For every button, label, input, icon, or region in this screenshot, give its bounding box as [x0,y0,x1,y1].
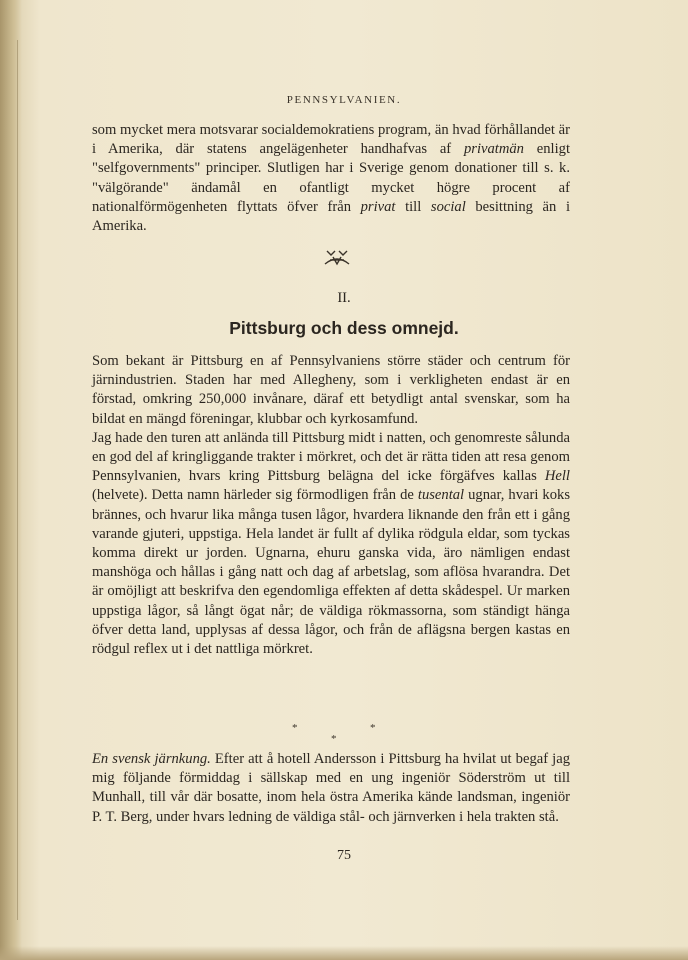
p1-italic-social: social [430,198,466,215]
paragraph-1 [92,121,570,236]
p1-italic-privatman: privatmän [463,141,524,158]
page-number: 75 [337,848,351,863]
p1-text-4: besittning än i Amerika. [92,198,570,235]
section-number: II. [337,290,351,306]
paragraph-3 [92,429,570,659]
page-bottom-shadow [0,946,688,960]
paragraph-2: Som bekant är Pittsburg en af Pennsylvaniens större städer och centrum för järnindustrien. Staden har med Allegheny, som i verkligheten endast är en förstad, omkring 250,000 invånare, däraf ett betydligt antal svenskar, som ha bildat en mängd föreningar, klubbar och kyrkosamfund. [92,353,570,427]
binding-edge [0,0,22,960]
section-title: Pittsburg och dess omnejd. [229,318,459,338]
asterism-divider [0,722,688,746]
paragraphs-section-2 [92,352,570,659]
asterism-right: * [370,722,376,734]
p1-text-1: som mycket mera motsvarar socialdemokratiens program, än hvad förhållandet är i Amerika, där statens angelägenheter handhafvas af [92,122,570,158]
asterism-left: * [292,722,298,734]
p3-text-1: Jag hade den turen att anlända till Pittsburg midt i natten, och genomreste sålunda en god del af kringliggande trakter i mörkret, och det är rätta tiden att resa genom Pennsylvanien, hvars kring Pittsburg belägna del icke förgäfves kallas [92,429,570,485]
p4-italic-heading: En svensk järnkung. [92,751,211,767]
p1-italic-privat: privat [360,198,396,215]
paragraph-4 [92,750,570,827]
p1-text-2: enligt "selfgovernments" principer. Slutligen har i Sverige genom donationer till s. k. "välgörande" ändamål en ofantligt mycket högre procent af nationalförmögenheten flyttats öfver från [92,141,570,215]
p3-text-3: ugnar, hvari koks brännes, och hvarur lika många tusen lågor, hvardera liknande den från ett i gång varande gjuteri, uppstiga. Hela landet är fullt af dylika rödgula eldar, som tyckas komma direkt ur jorden. Ugnarna, ehuru ganska vida, äro nämligen endast manshöga och hållas i gång natt och dag af arbetslag, som aflösa hvarandra. Det är omöjligt att beskrifva den egendomliga effekten af detta skådespel. Ur marken uppstiga lågor, så långt ögat når; de väldiga rökmassorna, som ständigt hänga öfver detta land, upplysas af dessa lågor, och från de aflägsna bergen kastas en rödgul reflex ut i det nattliga mörkret. [92,487,570,658]
p1-text-3: till [395,198,431,215]
asterism-bottom: * [331,733,337,745]
p3-italic-tusental: tusental [417,487,465,504]
p3-text-2: (helvete). Detta namn härleder sig förmodligen från de [92,487,418,504]
running-head: PENNSYLVANIEN. [286,94,402,106]
binding-line [17,40,18,920]
ornament-icon [322,248,352,268]
p3-italic-hell: Hell [544,468,570,485]
p4-text-1: Efter att å hotell Andersson i Pittsburg ha hvilat ut begaf jag mig följande förmiddag i sällskap med en ung ingeniör Söderström ut till Munhall, till vår där bosatte, inom hela östra Amerika kände landsman, ingeniör P. T. Berg, under hvars ledning de väldiga stål- och järnverken i hela trakten stå. [92,751,570,825]
